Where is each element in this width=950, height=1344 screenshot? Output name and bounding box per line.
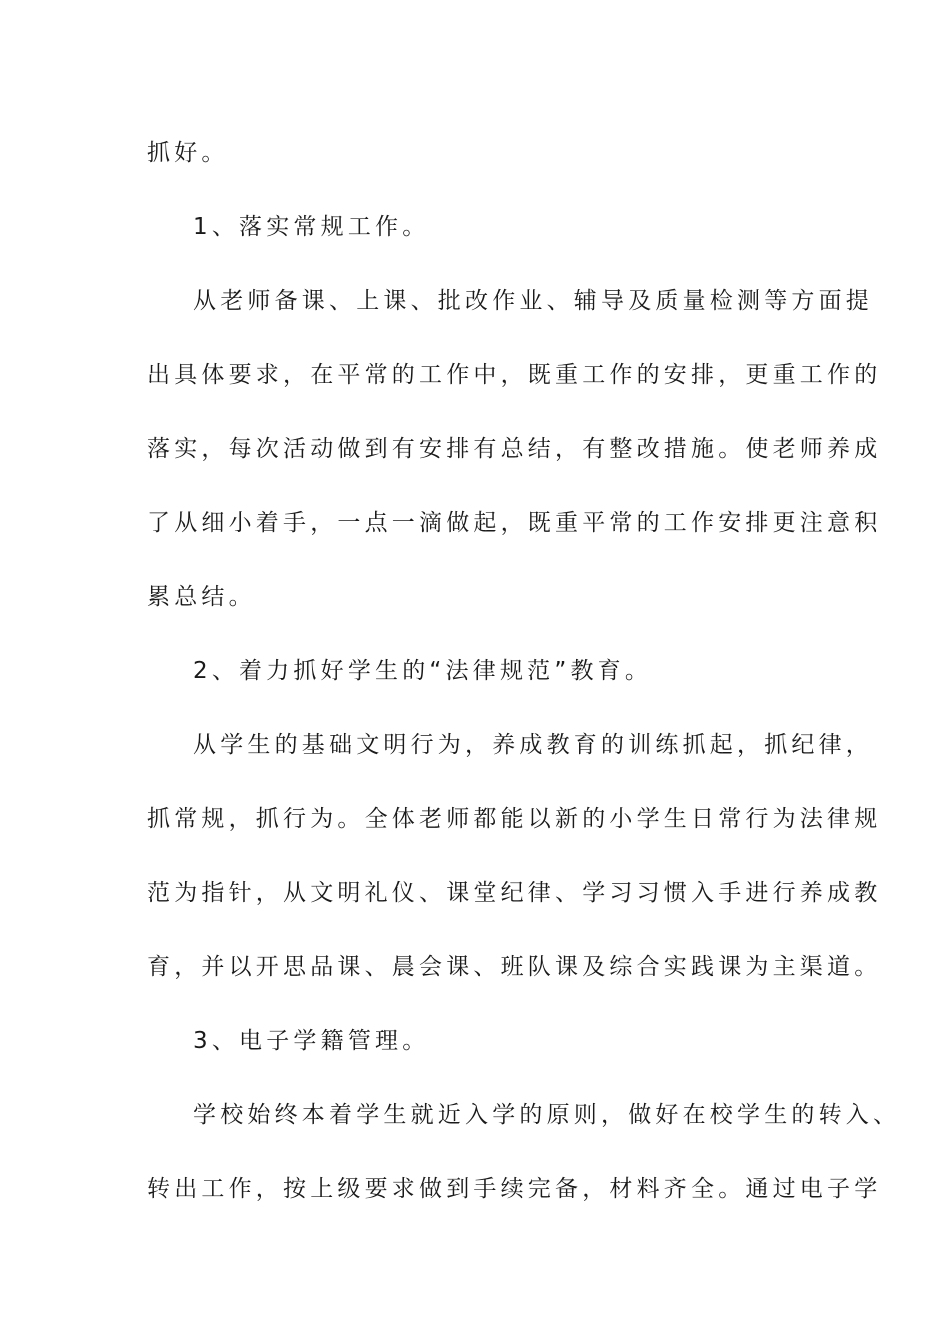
paragraph-line: 从老师备课、上课、批改作业、辅导及质量检测等方面提 <box>193 288 873 314</box>
section-heading: 3、电子学籍管理。 <box>193 1028 430 1054</box>
paragraph-line: 范为指针，从文明礼仪、课堂纪律、学习习惯入手进行养成教 <box>147 880 882 906</box>
paragraph-line: 从学生的基础文明行为，养成教育的训练抓起，抓纪律， <box>193 732 873 758</box>
paragraph-line: 落实，每次活动做到有安排有总结，有整改措施。使老师养成 <box>147 436 882 462</box>
paragraph-line: 累总结。 <box>147 584 256 610</box>
paragraph-line: 育，并以开思品课、晨会课、班队课及综合实践课为主渠道。 <box>147 954 882 980</box>
paragraph-line: 了从细小着手，一点一滴做起，既重平常的工作安排更注意积 <box>147 510 882 536</box>
paragraph-line: 出具体要求，在平常的工作中，既重工作的安排，更重工作的 <box>147 362 882 388</box>
paragraph-line: 转出工作，按上级要求做到手续完备，材料齐全。通过电子学 <box>147 1176 882 1202</box>
paragraph-line: 抓常规，抓行为。全体老师都能以新的小学生日常行为法律规 <box>147 806 882 832</box>
section-heading: 1、落实常规工作。 <box>193 214 430 240</box>
text-line: 抓好。 <box>147 140 229 166</box>
paragraph-line: 学校始终本着学生就近入学的原则，做好在校学生的转入、 <box>193 1102 901 1128</box>
section-heading: 2、着力抓好学生的“法律规范”教育。 <box>193 658 653 684</box>
